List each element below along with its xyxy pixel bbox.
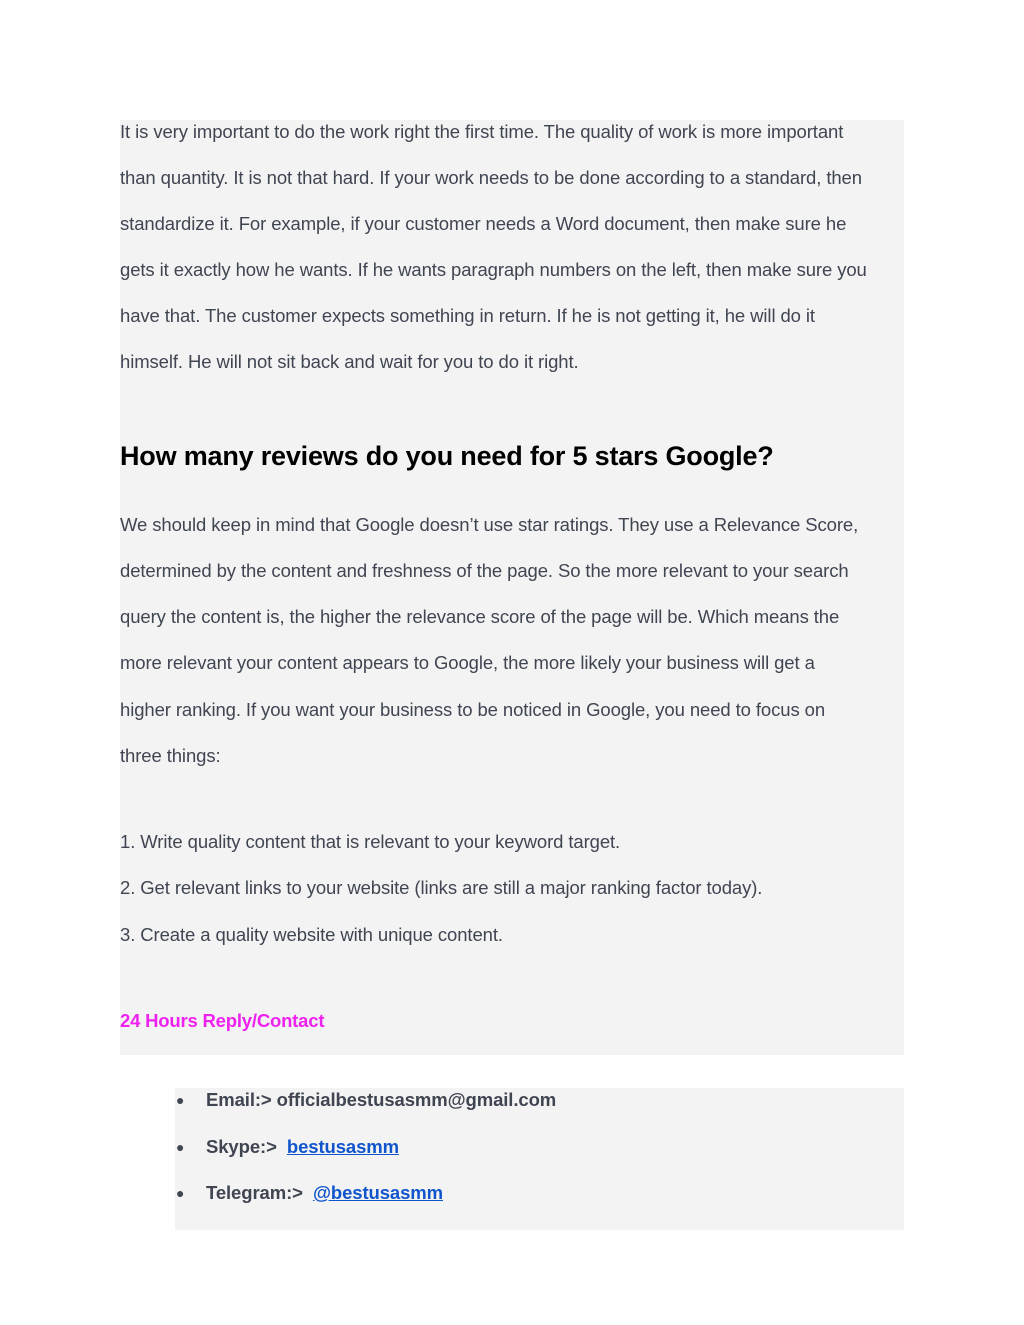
bullet-icon: ● xyxy=(176,1139,185,1155)
bullet-icon: ● xyxy=(176,1185,185,1201)
list-item: 3. Create a quality website with unique content. xyxy=(120,924,503,945)
telegram-label: Telegram:> xyxy=(206,1182,303,1203)
contact-email-item xyxy=(176,1088,556,1112)
list-item: 2. Get relevant links to your website (links are still a major ranking factor today). xyxy=(120,877,763,898)
paragraph-1-line: have that. The customer expects something in return. If he is not getting it, he will do it xyxy=(120,305,815,326)
paragraph-2-line: query the content is, the higher the relevance score of the page will be. Which means the xyxy=(120,606,840,627)
paragraph-1-line: than quantity. It is not that hard. If your work needs to be done according to a standard, then xyxy=(120,167,862,188)
skype-label: Skype:> xyxy=(206,1136,277,1157)
list-item: 1. Write quality content that is relevant to your keyword target. xyxy=(120,831,621,852)
paragraph-1-line: standardize it. For example, if your customer needs a Word document, then make sure he xyxy=(120,213,847,234)
paragraph-2-line: higher ranking. If you want your business to be noticed in Google, you need to focus on xyxy=(120,699,826,720)
paragraph-2-line: three things: xyxy=(120,745,221,766)
paragraph-1-line: It is very important to do the work right the first time. The quality of work is more important xyxy=(120,121,844,142)
section-heading: How many reviews do you need for 5 stars Google? xyxy=(120,441,774,471)
paragraph-2-line: more relevant your content appears to Google, the more likely your business will get a xyxy=(120,652,815,673)
contact-telegram-item xyxy=(176,1181,443,1205)
paragraph-1-line: himself. He will not sit back and wait for you to do it right. xyxy=(120,351,579,372)
paragraph-2-line: We should keep in mind that Google doesn’t use star ratings. They use a Relevance Score, xyxy=(120,514,859,535)
paragraph-1-line: gets it exactly how he wants. If he wants paragraph numbers on the left, then make sure you xyxy=(120,259,867,280)
email-text: Email:> officialbestusasmm@gmail.com xyxy=(206,1089,557,1110)
skype-link[interactable]: bestusasmm xyxy=(286,1136,399,1157)
paragraph-2-line: determined by the content and freshness of the page. So the more relevant to your search xyxy=(120,560,849,581)
telegram-link[interactable]: @bestusasmm xyxy=(312,1182,443,1203)
bullet-icon: ● xyxy=(176,1092,185,1108)
contact-skype-item xyxy=(176,1135,399,1159)
contact-title: 24 Hours Reply/Contact xyxy=(120,1010,325,1031)
